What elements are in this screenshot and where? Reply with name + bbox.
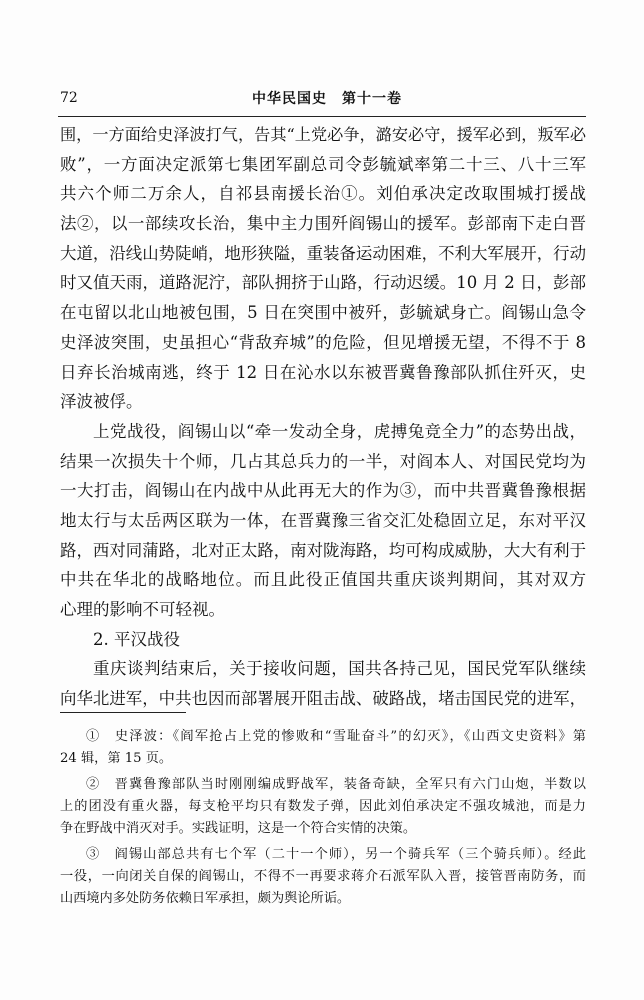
body-line: 中共在华北的战略地位。而且此役正值国共重庆谈判期间，其对双方 — [60, 570, 586, 590]
body-line: 大道，沿线山势陡峭，地形狭隘，重装备运动困难，不利大军展开，行动 — [60, 243, 586, 263]
running-title: 中华民国史 第十一卷 — [252, 91, 402, 107]
body-line: 围，一方面给史泽波打气，告其“上党必争，潞安必守，援军必到，叛军必 — [60, 125, 586, 144]
body-line: 2. 平汉战役 — [93, 629, 180, 649]
body-line: 日弃长治城南逃，终于 12 日在沁水以东被晋冀鲁豫部队抓住歼灭，史 — [60, 362, 586, 382]
footnote — [60, 726, 586, 770]
footnote — [60, 844, 586, 910]
footnote-line: 上的团没有重火器，每支枪平均只有数发子弹，因此刘伯承决定不强攻城池，而是力 — [60, 799, 586, 814]
footnote-line: 一役，一向闭关自保的阎锡山，不得不一再要求蒋介石派军队入晋，接管晋南防务，而 — [60, 869, 586, 884]
body-line: 地太行与太岳两区联为一体，在晋冀豫三省交汇处稳固立足，东对平汉 — [60, 510, 586, 530]
footnote — [60, 774, 586, 840]
body-line: 史泽波突围，史虽担心“背敌弃城”的危险，但见增援无望，不得不于 8 — [60, 332, 586, 352]
body-line: 一大打击，阎锡山在内战中从此再无大的作为③，而中共晋冀鲁豫根据 — [60, 481, 586, 501]
footnotes — [60, 726, 586, 910]
footnote-line: 山西境内多处防务依赖日军承担，颇为舆论所诟。 — [60, 891, 351, 906]
body-line: 心理的影响不可轻视。 — [60, 600, 225, 619]
footnote-line: ① 史泽波：《阎军抢占上党的惨败和“雪耻奋斗”的幻灭》，《山西文史资料》第 — [86, 729, 586, 744]
body-line: 泽波被俘。 — [60, 392, 143, 412]
body-line: 法②，以一部续攻长治，集中主力围歼阎锡山的援军。彭部南下走白晋 — [60, 214, 586, 234]
body-line: 时又值天雨，道路泥泞，部队拥挤于山路，行动迟缓。10 月 2 日，彭部 — [60, 273, 586, 293]
footnote-line: ② 晋冀鲁豫部队当时刚刚编成野战军，装备奇缺，全军只有六门山炮，半数以 — [86, 777, 586, 792]
body-line: 败”，一方面决定派第七集团军副总司令彭毓斌率第二十三、八十三军 — [60, 154, 586, 174]
body-line: 上党战役，阎锡山以“牵一发动全身，虎搏兔竞全力”的态势出战， — [93, 421, 586, 441]
footnote-line: 争在野战中消灭对手。实践证明，这是一个符合实情的决策。 — [60, 821, 417, 836]
header-rule — [58, 116, 586, 117]
footnote-rule — [60, 712, 186, 713]
body-line: 路，西对同蒲路，北对正太路，南对陇海路，均可构成威胁，大大有利于 — [60, 540, 586, 560]
body-text — [60, 120, 586, 714]
body-line: 重庆谈判结束后，关于接收问题，国共各持己见，国民党军队继续 — [93, 659, 586, 679]
page-header — [0, 88, 644, 110]
body-line: 结果一次损失十个师，几占其总兵力的一半，对阎本人、对国民党均为 — [60, 451, 586, 471]
footnote-line: ③ 阎锡山部总共有七个军（二十一个师），另一个骑兵军（三个骑兵师）。经此 — [86, 847, 586, 862]
page-number: 72 — [60, 90, 78, 106]
body-line: 共六个师二万余人，自祁县南援长治①。刘伯承决定改取围城打援战 — [60, 184, 586, 204]
body-line: 在屯留以北山地被包围，5 日在突围中被歼，彭毓斌身亡。阎锡山急令 — [60, 303, 586, 323]
body-line: 向华北进军，中共也因而部署展开阻击战、破路战，堵击国民党的进军， — [60, 689, 586, 709]
footnote-line: 24 辑，第 15 页。 — [60, 751, 173, 766]
